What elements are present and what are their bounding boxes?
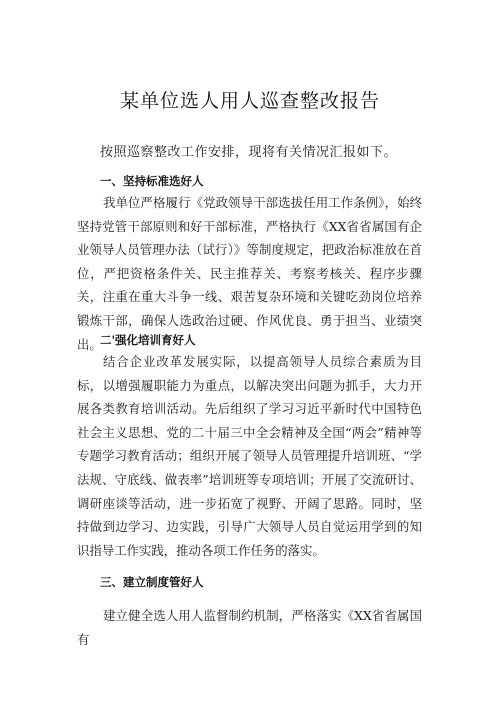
intro-paragraph: 按照巡察整改工作安排，现将有关情况汇报如下。 [100,145,398,160]
section-heading-2: 二'强化培训育好人 [100,333,196,347]
section-heading-3: 三、建立制度管好人 [100,575,204,589]
section-body-1: 我单位严格履行《党政领导干部选拔任用工作条例》，始终坚持党管干部原则和好干部标准，严格执行《XX省省属国有企业领导人员管理办法（试行）》等制度规定，把政治标准放在首位，严把资格条件关、民主推荐关、考察考核关、程序步骤关，注重在重大斗争一线、艰苦复杂环境和关键吃劲岗位培养锻炼干部，确保人选政治过硬、作风优良、勇于担当、业绩突出。 [77,195,422,352]
section-heading-1: 一、坚持标准选好人 [100,174,204,188]
section-body-2: 结合企业改革发展实际，以提高领导人员综合素质为目标，以增强履职能力为重点，以解决突出问题为抓手，大力开展各类教育培训活动。先后组织了学习习近平新时代中国特色社会主义思想、党的二十届三中全会精神及全国“两会”精神等专题学习教育活动；组织开展了领导人员管理提升培训班、“学法规、守底线、做表率”培训班等专项培训；开展了交流研讨、调研座谈等活动，进一步拓宽了视野、开阔了思路。同时，坚持做到边学习、边实践，引导广大领导人员自觉运用学到的知识指导工作实践，推动各项工作任务的落实。 [77,354,422,558]
section-body-3: 建立健全选人用人监督制约机制，严格落实《XX省省属国有 [77,608,422,647]
document-title: 某单位选人用人巡查整改报告 [119,90,380,112]
